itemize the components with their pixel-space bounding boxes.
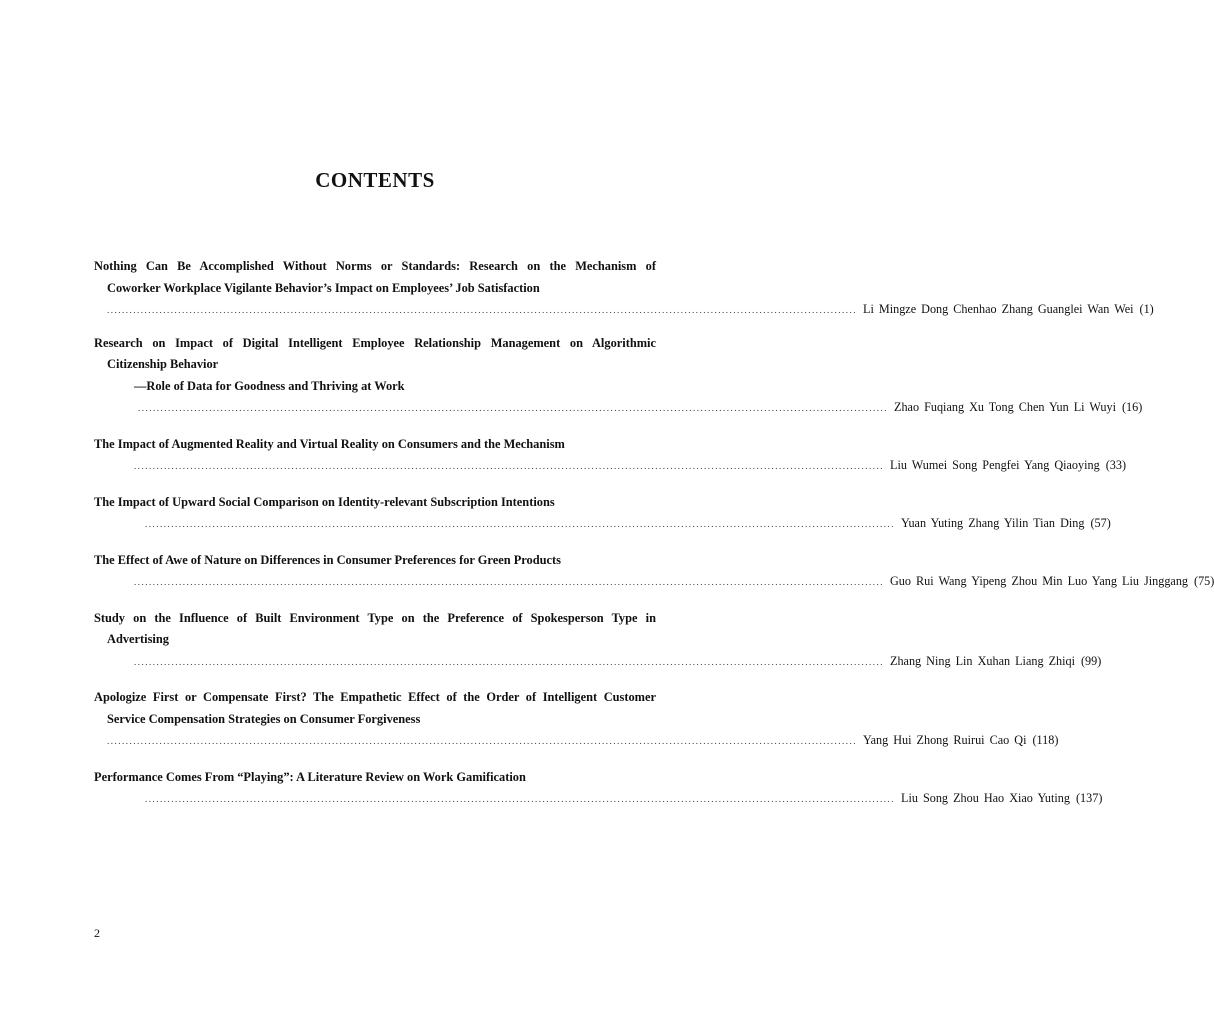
- leader-dots: ........................................................................................................................................................................................................: [145, 519, 895, 529]
- toc-entry[interactable]: [94, 687, 1059, 753]
- entry-authors: Liu Wumei Song Pengfei Yang Qiaoying: [890, 458, 1100, 472]
- entry-title-line: Citizenship Behavior: [107, 357, 219, 371]
- page-number: 2: [94, 926, 100, 940]
- entry-authors: Liu Song Zhou Hao Xiao Yuting: [901, 791, 1070, 805]
- entry-author-line: [94, 299, 1154, 322]
- entry-page-number: (16): [1121, 400, 1143, 414]
- entry-authors: Zhao Fuqiang Xu Tong Chen Yun Li Wuyi: [894, 400, 1116, 414]
- toc-entry[interactable]: [94, 492, 1111, 536]
- leader-dots: ........................................................................................................................................................................................................: [107, 736, 857, 746]
- leader-dots: ........................................................................................................................................................................................................: [134, 656, 884, 667]
- entry-title-line: Nothing Can Be Accomplished Without Norms or Standards: Research on the Mechanism of: [94, 259, 656, 273]
- entry-page-number: (118): [1032, 733, 1059, 747]
- entry-authors: Zhang Ning Lin Xuhan Liang Zhiqi: [890, 653, 1075, 668]
- entry-author-line: [94, 730, 1059, 753]
- entry-title-line: The Effect of Awe of Nature on Differences in Consumer Preferences for Green Products: [94, 552, 561, 567]
- toc-list: [94, 256, 1214, 825]
- entry-title-line: Apologize First or Compensate First? The Empathetic Effect of the Order of Intelligent Customer: [94, 690, 656, 704]
- entry-title-line: Research on Impact of Digital Intelligent Employee Relationship Management on Algorithmic: [94, 335, 656, 350]
- entry-page-number: (137): [1076, 791, 1103, 805]
- entry-authors: Li Mingze Dong Chenhao Zhang Guanglei Wan Wei: [863, 302, 1134, 316]
- entry-page-number: (33): [1105, 458, 1127, 472]
- entry-title-line: The Impact of Augmented Reality and Virtual Reality on Consumers and the Mechanism: [94, 436, 565, 451]
- leader-dots: ........................................................................................................................................................................................................: [134, 461, 884, 471]
- entry-authors: Yang Hui Zhong Ruirui Cao Qi: [863, 733, 1027, 747]
- toc-entry[interactable]: [94, 767, 1103, 811]
- entry-page-number: (99): [1081, 653, 1102, 668]
- entry-title-line: The Impact of Upward Social Comparison on Identity-relevant Subscription Intentions: [94, 494, 555, 509]
- leader-dots: ........................................................................................................................................................................................................: [134, 577, 884, 587]
- entry-author-line: [94, 455, 1127, 478]
- entry-author-line: [94, 788, 1103, 811]
- entry-author-line: [94, 571, 1214, 594]
- leader-dots: ........................................................................................................................................................................................................: [138, 403, 888, 413]
- entry-title-line: Service Compensation Strategies on Consumer Forgiveness: [107, 711, 421, 726]
- toc-entry[interactable]: [94, 333, 1143, 420]
- entry-page-number: (57): [1090, 516, 1111, 530]
- entry-subtitle-line: —Role of Data for Goodness and Thriving at Work: [134, 378, 405, 393]
- entry-page-number: (1): [1139, 302, 1154, 316]
- toc-entry[interactable]: [94, 434, 1127, 478]
- entry-authors: Yuan Yuting Zhang Yilin Tian Ding: [901, 516, 1085, 530]
- entry-author-line: [94, 651, 1102, 674]
- page-title: CONTENTS: [315, 168, 435, 192]
- toc-entry[interactable]: [94, 256, 1154, 322]
- entry-title-line: Coworker Workplace Vigilante Behavior’s Impact on Employees’ Job Satisfaction: [107, 280, 540, 295]
- entry-title-line: Advertising: [107, 632, 169, 646]
- toc-entry[interactable]: [94, 608, 1102, 674]
- leader-dots: ........................................................................................................................................................................................................: [145, 794, 895, 804]
- leader-dots: ........................................................................................................................................................................................................: [107, 305, 857, 315]
- entry-page-number: (75): [1194, 574, 1214, 588]
- entry-title-line: Performance Comes From “Playing”: A Literature Review on Work Gamification: [94, 769, 526, 784]
- entry-author-line: [94, 513, 1111, 536]
- toc-entry[interactable]: [94, 550, 1214, 594]
- entry-author-line: [94, 397, 1143, 420]
- entry-authors: Guo Rui Wang Yipeng Zhou Min Luo Yang Liu Jinggang: [890, 574, 1189, 588]
- entry-title-line: Study on the Influence of Built Environment Type on the Preference of Spokesperson Type in: [94, 610, 656, 625]
